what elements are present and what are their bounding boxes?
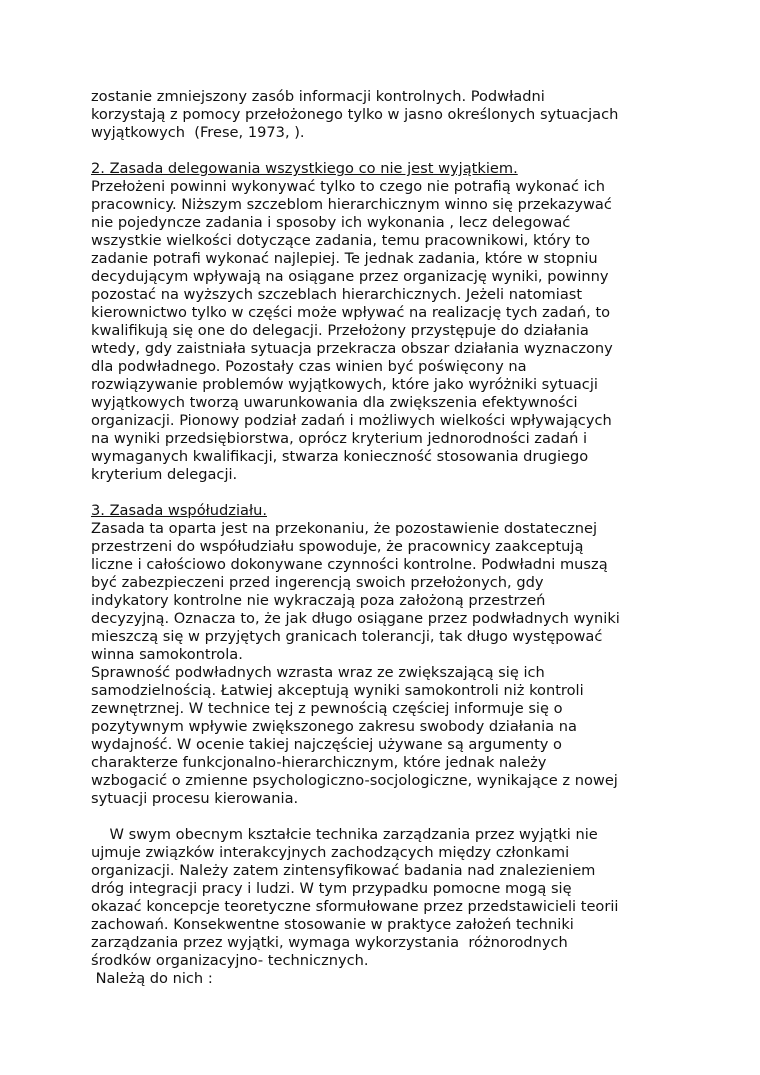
text-line: kryterium delegacji.	[91, 466, 238, 483]
text-line: ujmuje związków interakcyjnych zachodzących między członkami	[91, 844, 570, 861]
text-line: samodzielnością. Łatwiej akceptują wyniki samokontroli niż kontroli	[91, 682, 584, 699]
text-line: organizacji. Pionowy podział zadań i możliwych wielkości wpływających	[91, 412, 612, 429]
text-line: decyzyjną. Oznacza to, że jak długo osiągane przez podwładnych wyniki	[91, 610, 620, 627]
text-line: pracownicy. Niższym szczeblom hierarchicznym winno się przekazywać	[91, 196, 612, 213]
paragraph-gap	[91, 808, 691, 826]
text-line: organizacji. Należy zatem zintensyfikować badania nad znalezieniem	[91, 862, 596, 879]
paragraph-gap	[91, 142, 691, 160]
text-line: środków organizacyjno- technicznych.	[91, 952, 369, 969]
text-line: zostanie zmniejszony zasób informacji kontrolnych. Podwładni	[91, 88, 545, 105]
text-line: wtedy, gdy zaistniała sytuacja przekracza obszar działania wyznaczony	[91, 340, 613, 357]
text-line: wymaganych kwalifikacji, stwarza konieczność stosowania drugiego	[91, 448, 589, 465]
text-line: Sprawność podwładnych wzrasta wraz ze zwiększającą się ich	[91, 664, 545, 681]
text-line: na wyniki przedsiębiorstwa, oprócz kryterium jednorodności zadań i	[91, 430, 588, 447]
section-2	[91, 160, 691, 484]
text-line: rozwiązywanie problemów wyjątkowych, które jako wyróżniki sytuacji	[91, 376, 598, 393]
text-line: wyjątkowych (Frese, 1973, ).	[91, 124, 305, 141]
text-line: pozostać na wyższych szczeblach hierarchicznych. Jeżeli natomiast	[91, 286, 583, 303]
text-line: okazać koncepcje teoretyczne sformułowane przez przedstawicieli teorii	[91, 898, 619, 915]
text-line: kierownictwo tylko w części może wpływać na realizację tych zadań, to	[91, 304, 611, 321]
closing-paragraph	[91, 826, 691, 988]
text-line: przestrzeni do współudziału spowoduje, że pracownicy zaakceptują	[91, 538, 584, 555]
text-line: korzystają z pomocy przełożonego tylko w jasno określonych sytuacjach	[91, 106, 619, 123]
text-line: wydajność. W ocenie takiej najczęściej używane są argumenty o	[91, 736, 562, 753]
document-page	[91, 88, 691, 988]
text-line: wyjątkowych tworzą uwarunkowania dla zwiększenia efektywności	[91, 394, 578, 411]
text-line: sytuacji procesu kierowania.	[91, 790, 299, 807]
text-line: zewnętrznej. W technice tej z pewnością częściej informuje się o	[91, 700, 563, 717]
text-line: Przełożeni powinni wykonywać tylko to czego nie potrafią wykonać ich	[91, 178, 605, 195]
text-line: być zabezpieczeni przed ingerencją swoich przełożonych, gdy	[91, 574, 544, 591]
text-line: wszystkie wielkości dotyczące zadania, temu pracownikowi, który to	[91, 232, 591, 249]
text-line: zarządzania przez wyjątki, wymaga wykorzystania różnorodnych	[91, 934, 568, 951]
text-line: zadanie potrafi wykonać najlepiej. Te jednak zadania, które w stopniu	[91, 250, 598, 267]
section-3	[91, 502, 691, 808]
text-line: W swym obecnym kształcie technika zarządzania przez wyjątki nie	[91, 826, 598, 843]
text-line: pozytywnym wpływie zwiększonego zakresu swobody działania na	[91, 718, 577, 735]
paragraph-gap	[91, 484, 691, 502]
text-line: winna samokontrola.	[91, 646, 243, 663]
text-line: dróg integracji pracy i ludzi. W tym przypadku pomocne mogą się	[91, 880, 572, 897]
text-line: dla podwładnego. Pozostały czas winien być poświęcony na	[91, 358, 527, 375]
text-line: Należą do nich :	[91, 970, 213, 987]
text-line: indykatory kontrolne nie wykraczają poza założoną przestrzeń	[91, 592, 546, 609]
section-2-heading: 2. Zasada delegowania wszystkiego co nie jest wyjątkiem.	[91, 160, 518, 177]
text-line: mieszczą się w przyjętych granicach tolerancji, tak długo występować	[91, 628, 603, 645]
intro-paragraph	[91, 88, 691, 142]
text-line: nie pojedyncze zadania i sposoby ich wykonania , lecz delegować	[91, 214, 571, 231]
text-line: liczne i całościowo dokonywane czynności kontrolne. Podwładni muszą	[91, 556, 608, 573]
text-line: wzbogacić o zmienne psychologiczno-socjologiczne, wynikające z nowej	[91, 772, 618, 789]
text-line: charakterze funkcjonalno-hierarchicznym, które jednak należy	[91, 754, 547, 771]
text-line: zachowań. Konsekwentne stosowanie w praktyce założeń techniki	[91, 916, 574, 933]
section-3-heading: 3. Zasada współudziału.	[91, 502, 267, 519]
text-line: Zasada ta oparta jest na przekonaniu, że pozostawienie dostatecznej	[91, 520, 598, 537]
text-line: decydującym wpływają na osiągane przez organizację wyniki, powinny	[91, 268, 609, 285]
text-line: kwalifikują się one do delegacji. Przełożony przystępuje do działania	[91, 322, 589, 339]
